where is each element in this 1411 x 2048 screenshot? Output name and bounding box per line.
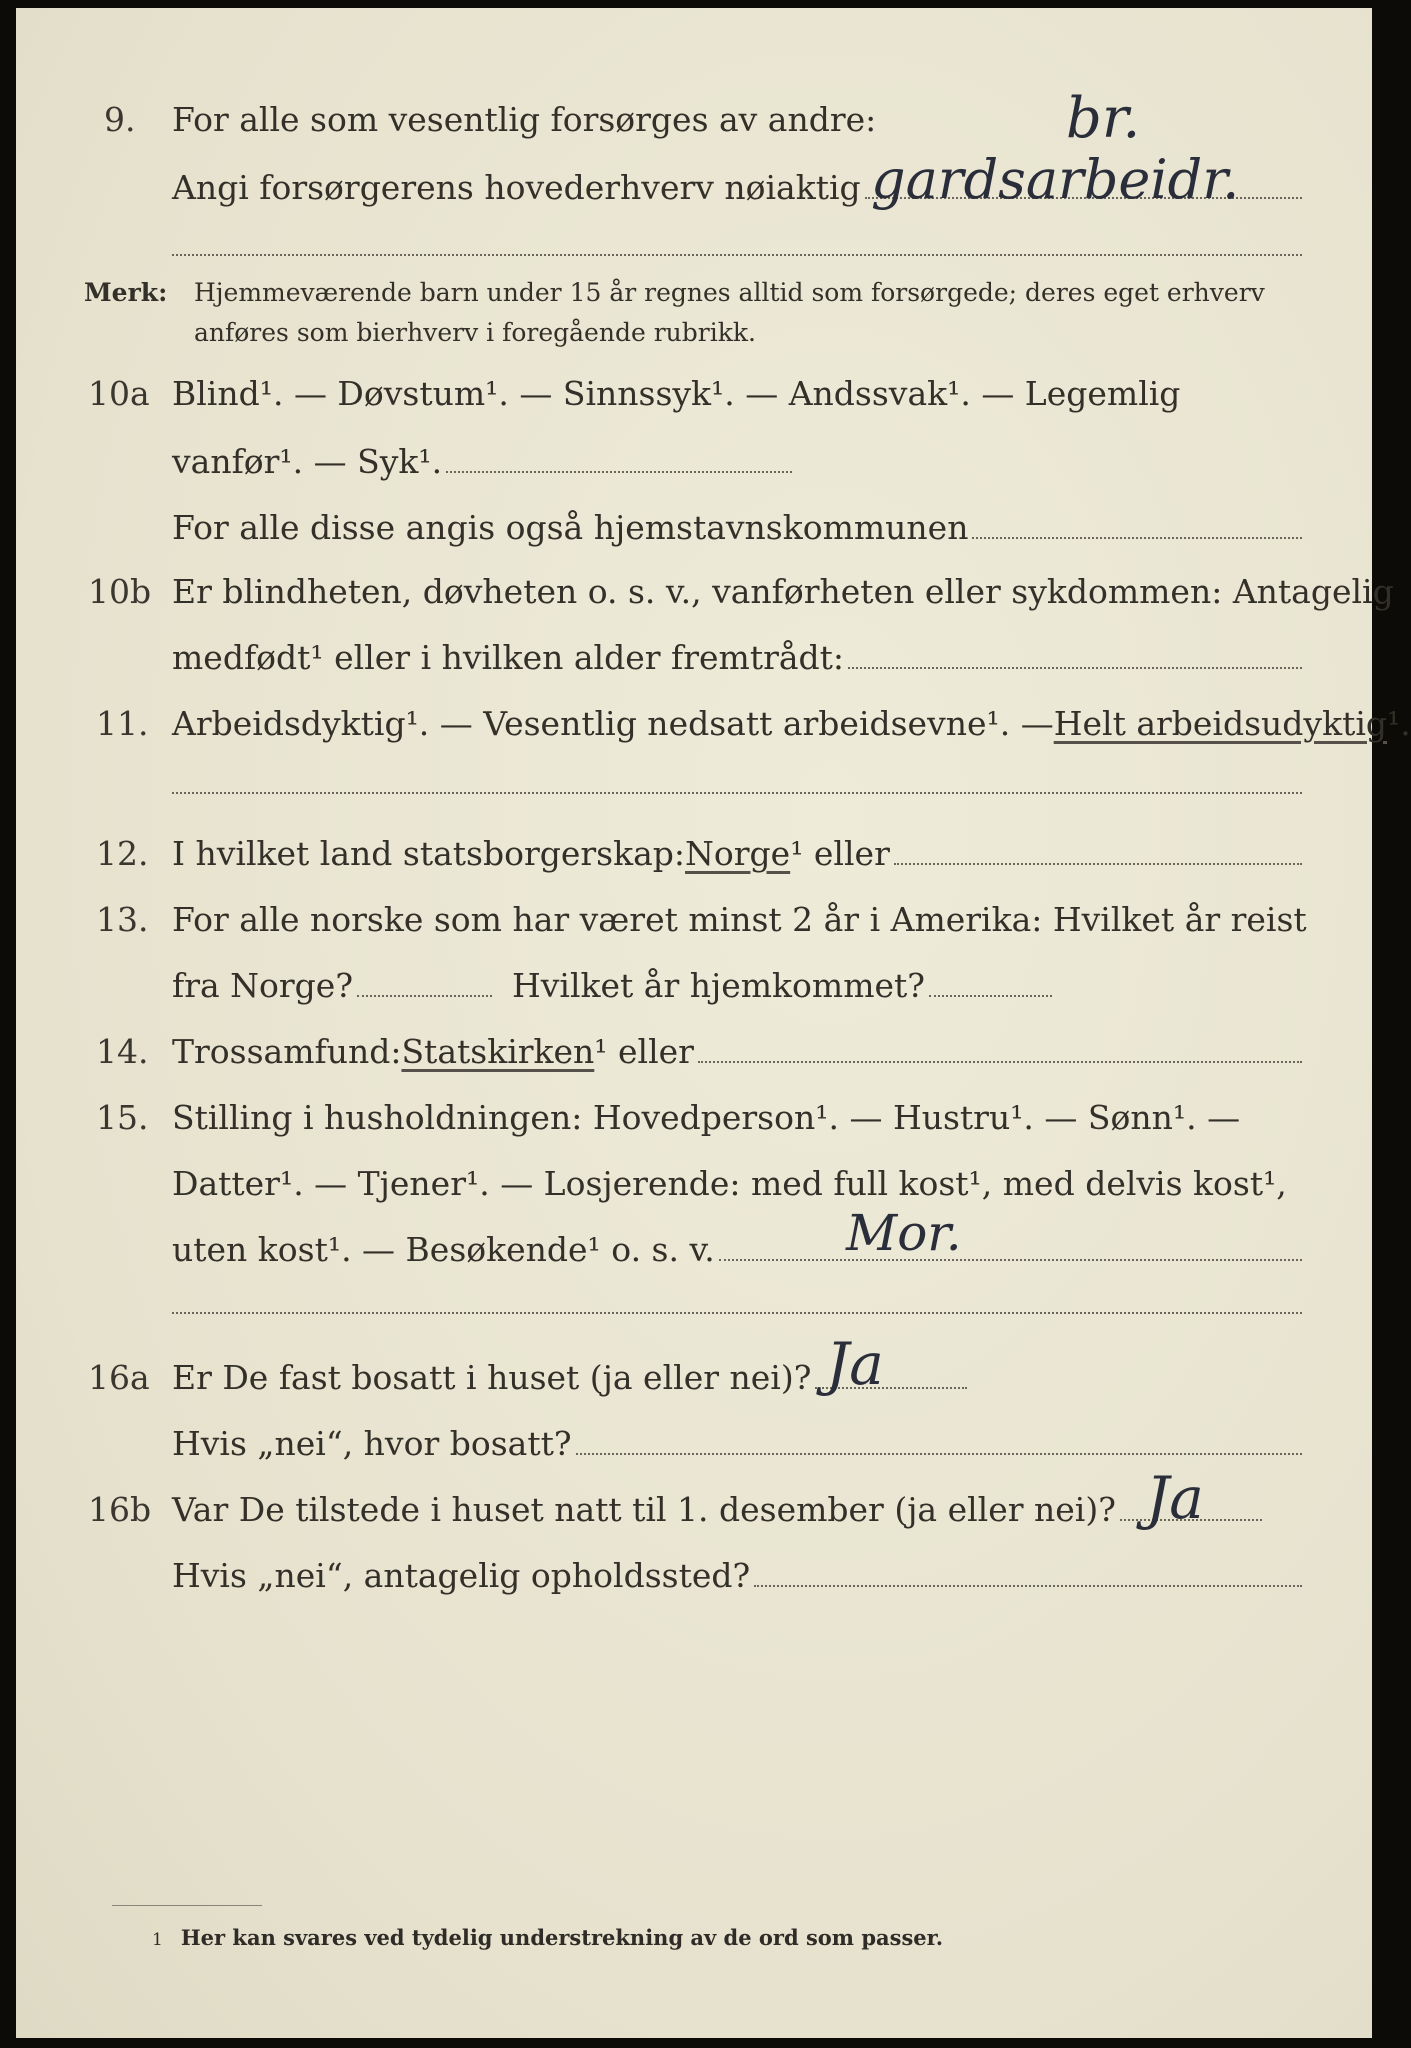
q15-line3: uten kost¹. — Besøkende¹ o. s. v.	[172, 1230, 1302, 1269]
q10a-kommune-answer-line	[972, 536, 1302, 539]
q16a-handwritten-answer: Ja	[826, 1330, 884, 1398]
q10b-line1: Er blindheten, døvheten o. s. v., vanførheten eller sykdommen: Antagelig	[172, 572, 1394, 611]
q15-line2: Datter¹. — Tjener¹. — Losjerende: med full kost¹, med delvis kost¹,	[172, 1164, 1287, 1203]
footnote-text: Her kan svares ved tydelig understrekning av de ord som passer.	[180, 1925, 944, 1950]
q16b-opholdssted-answer-line	[754, 1584, 1302, 1587]
q12-line: I hvilket land statsborgerskap: Norge ¹ eller	[172, 834, 1302, 873]
merk-line2: anføres som bierhverv i foregående rubrikk.	[194, 318, 756, 347]
merk-label: Merk:	[84, 278, 168, 307]
q9-extra-line	[172, 254, 1302, 256]
q15-number: 15.	[96, 1098, 149, 1137]
q10a-line2: vanfør¹. — Syk¹.	[172, 442, 792, 481]
q14-answer-line	[698, 1060, 1302, 1063]
q10b-answer-line	[848, 666, 1302, 669]
q9-line1	[172, 100, 877, 139]
q16a-line1: Er De fast bosatt i huset (ja eller nei)?	[172, 1358, 967, 1397]
q13-line1: For alle norske som har været minst 2 år i Amerika: Hvilket år reist	[172, 900, 1307, 939]
q10a-line3: For alle disse angis også hjemstavnskommunen	[172, 508, 1302, 547]
q15-extra-line	[172, 1312, 1302, 1314]
q11-number: 11.	[96, 704, 149, 743]
q13-line2b: Hvilket år hjemkommet?	[512, 966, 1052, 1005]
q16a-number: 16a	[88, 1358, 150, 1397]
q12-answer-line	[894, 862, 1302, 865]
q16a-bosatt-answer-line	[576, 1452, 1302, 1455]
q9-line2-text: Angi forsørgerens hovederhverv nøiaktig	[172, 168, 861, 207]
q11-underlined-answer: Helt arbeidsudyktig	[1053, 704, 1388, 743]
q16a-line2: Hvis „nei“, hvor bosatt?	[172, 1424, 1302, 1463]
q10b-number: 10b	[88, 572, 152, 611]
q16b-line2: Hvis „nei“, antagelig opholdssted?	[172, 1556, 1302, 1595]
footnote-rule	[112, 1905, 262, 1906]
footnote	[152, 1925, 943, 1950]
q12-underlined-answer: Norge	[685, 834, 791, 873]
census-form-page	[16, 8, 1411, 2038]
q14-number: 14.	[96, 1032, 149, 1071]
q11-line: Arbeidsdyktig¹. — Vesentlig nedsatt arbeidsevne¹. — Helt arbeidsudyktig ¹.	[172, 704, 1411, 743]
q14-line: Trossamfund: Statskirken ¹ eller	[172, 1032, 1302, 1071]
q13-line2a: fra Norge?	[172, 966, 492, 1005]
q16b-number: 16b	[88, 1490, 152, 1529]
q9-line1-text: For alle som vesentlig forsørges av andre:	[172, 100, 877, 139]
q14-underlined-answer: Statskirken	[401, 1032, 595, 1071]
q9-handwritten-answer: gardsarbeidr.	[871, 148, 1240, 211]
q16b-handwritten-answer: Ja	[1146, 1464, 1204, 1532]
q13-reist-answer-line	[357, 994, 492, 997]
q11-extra-line	[172, 792, 1302, 794]
q10a-syk-answer-line	[446, 470, 792, 473]
q15-handwritten-answer: Mor.	[846, 1204, 962, 1262]
q13-number: 13.	[96, 900, 149, 939]
q12-number: 12.	[96, 834, 149, 873]
merk-line1: Hjemmeværende barn under 15 år regnes alltid som forsørgede; deres eget erhverv	[194, 278, 1265, 307]
q15-answer-line	[719, 1258, 1302, 1261]
q10b-line2: medfødt¹ eller i hvilken alder fremtrådt:	[172, 638, 1302, 677]
q13-hjemkommet-answer-line	[929, 994, 1052, 997]
q10a-number: 10a	[88, 374, 150, 413]
q15-line1: Stilling i husholdningen: Hovedperson¹. — Hustru¹. — Sønn¹. —	[172, 1098, 1241, 1137]
q10a-line1: Blind¹. — Døvstum¹. — Sinnssyk¹. — Andssvak¹. — Legemlig	[172, 374, 1181, 413]
q16b-line1: Var De tilstede i huset natt til 1. desember (ja eller nei)?	[172, 1490, 1262, 1529]
footnote-mark: 1	[152, 1930, 163, 1950]
q9-number: 9.	[104, 100, 136, 139]
q9-handwritten-top: br.	[1066, 86, 1141, 151]
